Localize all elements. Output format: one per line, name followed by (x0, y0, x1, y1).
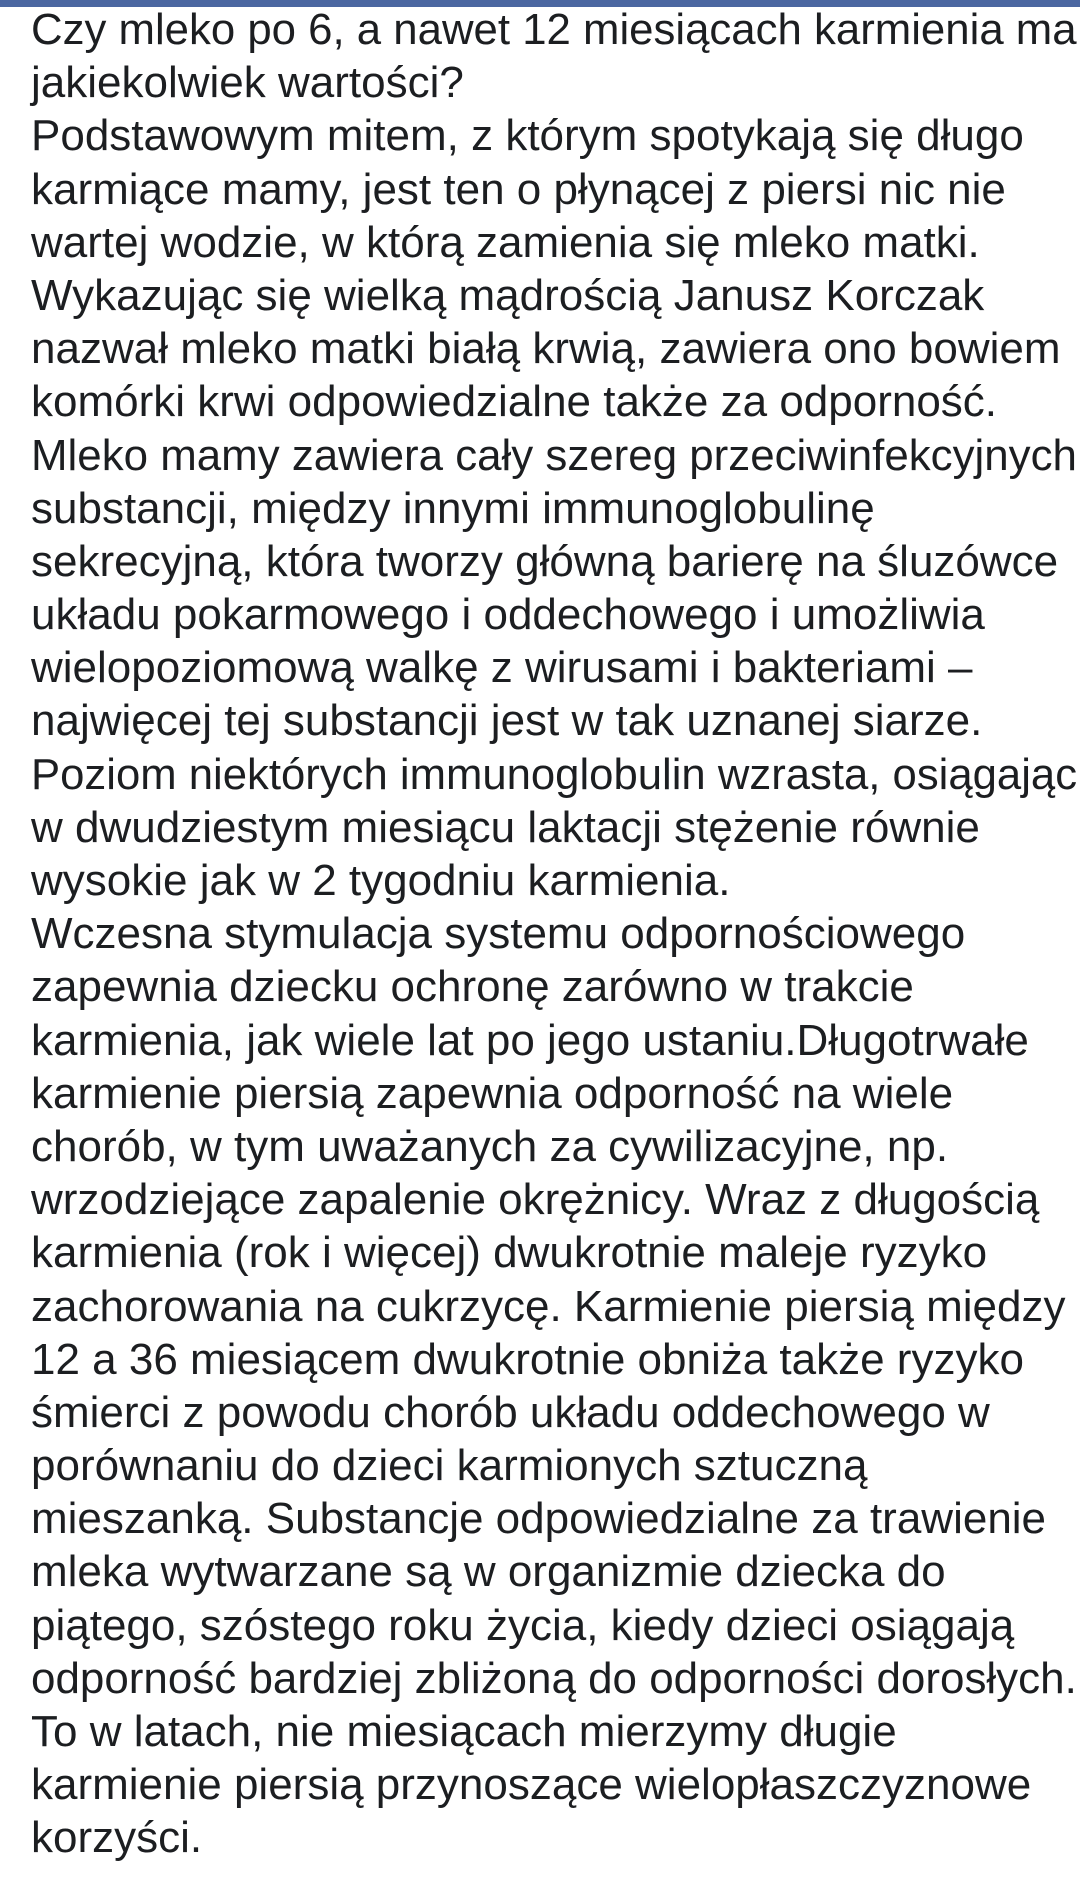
post-text-line: w dwudziestym miesiącu laktacji stężenie równie (31, 802, 980, 852)
post-text-line: karmienie piersią zapewnia odporność na wiele (31, 1068, 954, 1118)
post-text-line: korzyści. (31, 1813, 203, 1863)
post-text (31, 3, 1077, 1865)
post-text-line: substancji, między innymi immunoglobulinę (31, 483, 875, 533)
post-text-line: mieszanką. Substancje odpowiedzialne za trawienie (31, 1494, 1047, 1544)
post-text-line: śmierci z powodu chorób układu oddechowego w (31, 1387, 990, 1437)
post-text-line: karmienia (rok i więcej) dwukrotnie maleje ryzyko (31, 1228, 988, 1278)
post-text-line: odporność bardziej zbliżoną do odporności dorosłych. (31, 1653, 1077, 1703)
post-text-line: Wczesna stymulacja systemu odpornościowego (31, 909, 966, 959)
post-text-line: chorób, w tym uważanych za cywilizacyjne, np. (31, 1121, 949, 1171)
post-text-line: najwięcej tej substancji jest w tak uznanej siarze. (31, 696, 983, 746)
post-text-line: sekrecyjną, która tworzy główną barierę na śluzówce (31, 536, 1059, 586)
post-text-line: układu pokarmowego i oddechowego i umożliwia (31, 590, 985, 640)
post-text-line: karmienie piersią przynoszące wielopłaszczyznowe (31, 1760, 1032, 1810)
post-text-line: porównaniu do dzieci karmionych sztuczną (31, 1441, 868, 1491)
post-text-line: piątego, szóstego roku życia, kiedy dzieci osiągają (31, 1600, 1015, 1650)
post-text-line: Wykazując się wielką mądrością Janusz Korczak (31, 270, 985, 320)
post-text-line: mleka wytwarzane są w organizmie dziecka do (31, 1547, 946, 1597)
post-text-line: karmienia, jak wiele lat po jego ustaniu.Długotrwałe (31, 1015, 1029, 1065)
post-text-line: Podstawowym mitem, z którym spotykają się długo (31, 111, 1024, 161)
post-text-line: wielopoziomową walkę z wirusami i bakteriami – (31, 643, 973, 693)
post-text-line: zachorowania na cukrzycę. Karmienie piersią między (31, 1281, 1066, 1331)
post-text-line: Czy mleko po 6, a nawet 12 miesiącach karmienia ma (31, 5, 1077, 54)
post-text-line: zapewnia dziecku ochronę zarówno w trakcie (31, 962, 914, 1012)
post-text-line: Mleko mamy zawiera cały szereg przeciwinfekcyjnych (31, 430, 1077, 480)
post-text-line: nazwał mleko matki białą krwią, zawiera ono bowiem (31, 324, 1061, 374)
post-text-line: jakiekolwiek wartości? (31, 58, 464, 108)
post-text-line: Poziom niektórych immunoglobulin wzrasta, osiągając (31, 749, 1078, 799)
post-text-line: komórki krwi odpowiedzialne także za odporność. (31, 377, 998, 427)
post-text-line: wrzodziejące zapalenie okrężnicy. Wraz z długością (31, 1175, 1040, 1225)
post-text-line: karmiące mamy, jest ten o płynącej z piersi nic nie (31, 164, 1006, 214)
post-text-line: wartej wodzie, w którą zamienia się mleko matki. (31, 217, 980, 267)
post-text-line: To w latach, nie miesiącach mierzymy długie (31, 1707, 897, 1756)
post-text-line: 12 a 36 miesiącem dwukrotnie obniża także ryzyko (31, 1334, 1024, 1384)
post-text-line: wysokie jak w 2 tygodniu karmienia. (31, 856, 731, 905)
